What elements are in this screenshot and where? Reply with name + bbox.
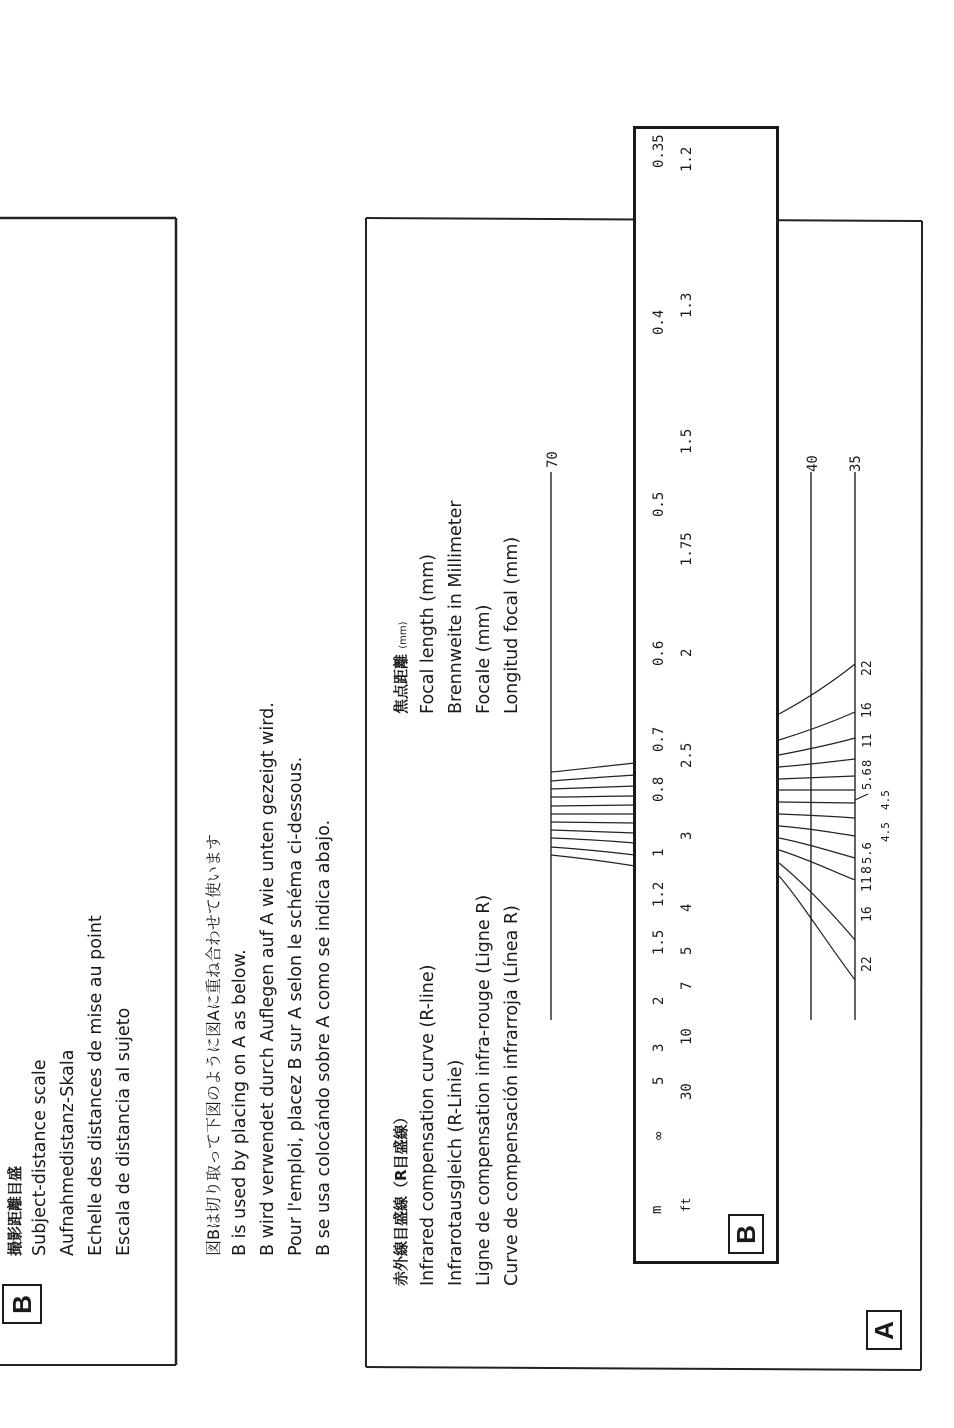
instruction-en: B is used by placing on A as below. xyxy=(230,949,250,1256)
focal-title-unit: (mm) xyxy=(398,621,409,649)
scale-m-value: 1 xyxy=(651,848,667,857)
aperture-8-right: 8 xyxy=(860,759,874,767)
scale-m-value: 0.6 xyxy=(651,640,667,666)
r-curves-70mm xyxy=(551,763,635,866)
distance-scale-b xyxy=(633,126,779,1264)
scale-m-value: 1.2 xyxy=(651,881,667,907)
figure-a-right-border xyxy=(921,221,922,1370)
r-curve xyxy=(779,876,855,980)
infrared-line-4: Curve de compensación infrarroja (Línea R) xyxy=(502,905,522,1286)
scale-m-value: 0.35 xyxy=(651,134,667,168)
r-curve xyxy=(779,738,855,755)
r-curve xyxy=(551,796,635,797)
aperture-4.5-right: 4.5 xyxy=(879,790,892,810)
scale-ft-value: 3 xyxy=(679,831,695,840)
focal-line-4-text: Longitud focal (mm) xyxy=(502,536,522,714)
r-curve xyxy=(779,863,855,940)
focal-line-3-text: Focale (mm) xyxy=(474,604,494,714)
scale-ft-value: 30 xyxy=(679,1083,695,1100)
scale-ft-value: 1.3 xyxy=(679,292,695,318)
r-curve xyxy=(551,855,635,866)
scale-m-unit: m xyxy=(649,1205,665,1214)
scale-ft-value: 10 xyxy=(679,1028,695,1045)
scale-ft-value: 1.5 xyxy=(679,428,695,454)
aperture-5.6-right: 5.6 xyxy=(860,768,874,790)
scale-m-value: 2 xyxy=(651,996,667,1005)
r-curve xyxy=(551,763,635,772)
infrared-title-ja: 赤外線目盛線（R目盛線） xyxy=(392,1109,410,1286)
scale-ft-value: 2 xyxy=(679,648,695,657)
scale-m-value: 0.8 xyxy=(651,776,667,802)
scale-ft-value: 5 xyxy=(679,946,695,955)
aperture-11-left: 11 xyxy=(860,876,875,892)
box-letter-b: B xyxy=(2,1284,42,1324)
scale-m-value: 0.7 xyxy=(651,726,667,752)
instruction-ja: 図Bは切り取って下図のように図Aに重ね合わせて使います xyxy=(204,834,223,1256)
r-curve xyxy=(779,814,855,818)
focal-label-35: 35 xyxy=(848,455,864,472)
scale-m-value: ∞ xyxy=(651,1131,667,1140)
instruction-es: B se usa colocándo sobre A como se indica abajo. xyxy=(314,819,334,1256)
r-curve xyxy=(551,838,635,843)
scale-m-value: 1.5 xyxy=(651,929,667,955)
infrared-line-1: Infrared compensation curve (R-line) xyxy=(418,964,438,1286)
section-b-line-3: Echelle des distances de mise au point xyxy=(86,915,106,1256)
focal-line-1-text: Focal length (mm) xyxy=(418,553,438,714)
scale-box-letter-b: B xyxy=(728,1214,764,1254)
section-b-line-4: Escala de distancia al sujeto xyxy=(114,1007,134,1256)
section-b-line-1: Subject-distance scale xyxy=(30,1059,50,1256)
aperture-16-left: 16 xyxy=(860,906,875,922)
r-curve xyxy=(551,830,635,833)
scale-ft-value: 4 xyxy=(679,903,695,912)
instruction-fr: Pour l'emploi, placez B sur A selon le schéma ci-dessous. xyxy=(286,756,306,1256)
r-curve xyxy=(551,775,635,781)
infrared-line-3: Ligne de compensation infra-rouge (Ligne R) xyxy=(474,894,494,1286)
r-curve xyxy=(779,759,855,767)
focal-title-ja: 焦点距離 xyxy=(392,653,410,714)
focal-label-40: 40 xyxy=(805,455,821,472)
scale-m-value: 3 xyxy=(651,1043,667,1052)
scale-ft-value: 2.5 xyxy=(679,742,695,768)
instruction-de: B wird verwendet durch Auflegen auf A wie unten gezeigt wird. xyxy=(258,702,278,1256)
aperture-8-left: 8 xyxy=(860,866,875,874)
r-curve xyxy=(779,712,855,740)
focal-title xyxy=(394,621,409,714)
aperture-4.5-left: 4.5 xyxy=(879,822,892,842)
focal-line-2-text: Brennweite in Millimeter xyxy=(446,500,466,714)
r-curve xyxy=(779,838,855,858)
r-tick xyxy=(855,794,868,800)
scale-m-value: 0.4 xyxy=(651,309,667,335)
section-b-title-ja: 撮影距離目盛 xyxy=(6,1165,24,1256)
scale-m-value: 0.5 xyxy=(651,491,667,517)
r-curve xyxy=(551,822,635,823)
scale-ft-value: 7 xyxy=(679,981,695,990)
scale-ft-unit: ft xyxy=(679,1197,693,1212)
r-curve xyxy=(779,776,855,779)
r-curve xyxy=(779,664,855,714)
r-curve xyxy=(551,847,635,855)
aperture-22-left: 22 xyxy=(860,956,875,972)
aperture-5.6-left: 5.6 xyxy=(860,842,874,864)
figure-a-bottom-border xyxy=(366,1367,921,1370)
aperture-22-right: 22 xyxy=(860,660,875,676)
scale-m-value: 5 xyxy=(651,1076,667,1085)
infrared-line-2: Infrarotausgleich (R-Linie) xyxy=(446,1059,466,1286)
r-curve xyxy=(551,805,635,806)
box-letter-a: A xyxy=(866,1310,902,1350)
scale-ft-value: 1.75 xyxy=(679,532,695,566)
r-curve xyxy=(779,802,855,803)
aperture-16-right: 16 xyxy=(860,702,875,718)
section-b-line-2: Aufnahmedistanz-Skala xyxy=(58,1049,78,1256)
r-curve xyxy=(779,826,855,836)
r-curve xyxy=(551,786,635,789)
aperture-11-right: 11 xyxy=(860,733,874,748)
focal-label-70: 70 xyxy=(545,451,561,468)
scale-ft-value: 1.2 xyxy=(679,146,695,172)
